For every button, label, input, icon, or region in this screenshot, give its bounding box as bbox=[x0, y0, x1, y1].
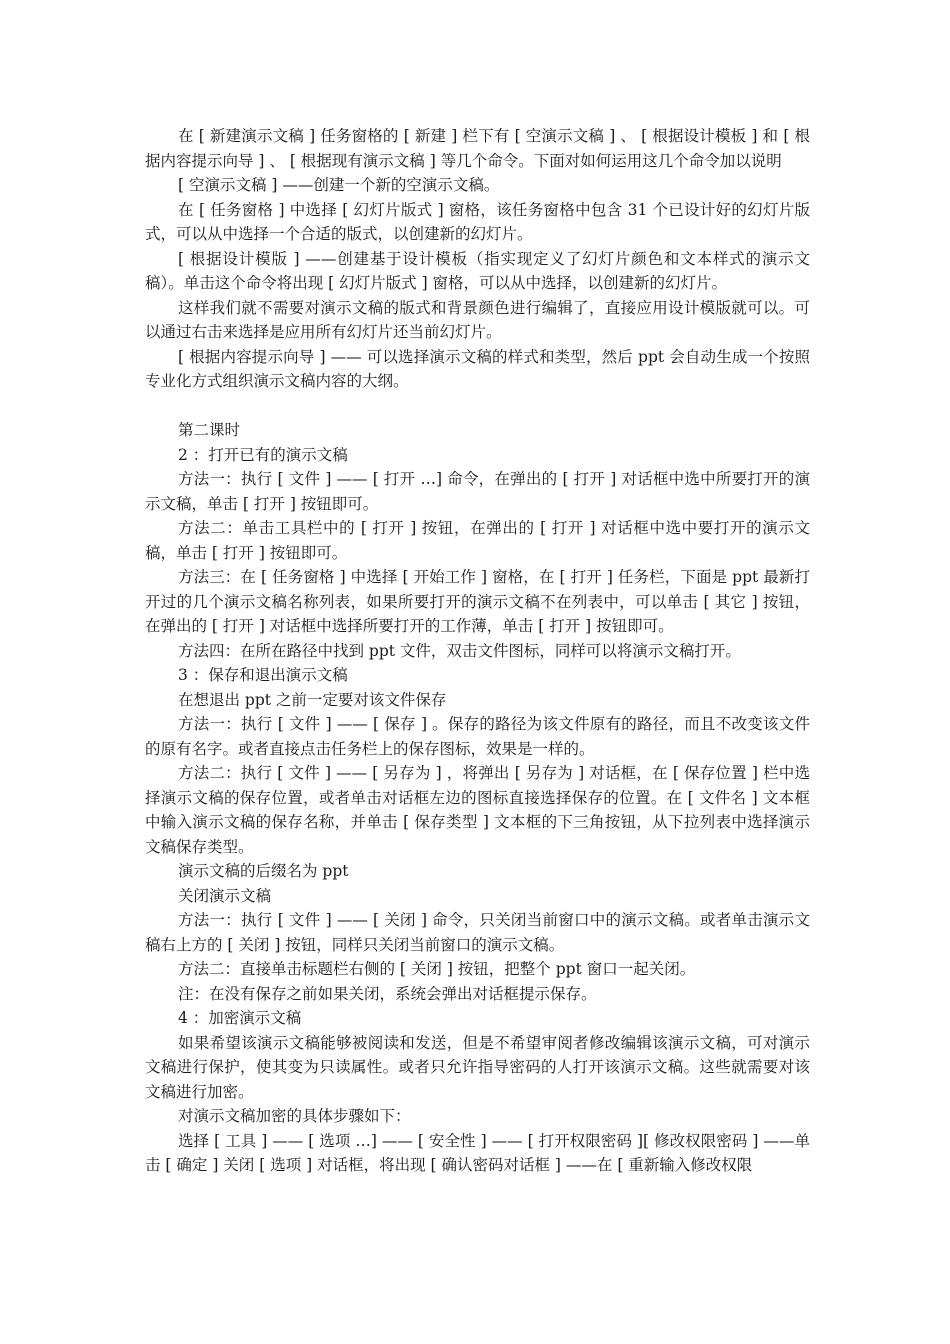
paragraph: 在 [ 任务窗格 ] 中选择 [ 幻灯片版式 ] 窗格，该任务窗格中包含 31 个已设计好的幻灯片版式，可以从中选择一个合适的版式，以创建新的幻灯片。 bbox=[145, 200, 810, 243]
paragraph: 选择 [ 工具 ] —— [ 选项 …] —— [ 安全性 ] —— [ 打开权限密码 ][ 修改权限密码 ] ——单击 [ 确定 ] 关闭 [ 选项 ] 对话框，将出现 [ 确认密码对话框 ] ——在 [ 重新输入修改权限 bbox=[145, 1131, 810, 1174]
paragraph: 方法一：执行 [ 文件 ] —— [ 关闭 ] 命令，只关闭当前窗口中的演示文稿。或者单击演示文稿右上方的 [ 关闭 ] 按钮，同样只关闭当前窗口的演示文稿。 bbox=[145, 911, 810, 954]
paragraph: 关闭演示文稿 bbox=[178, 886, 272, 905]
subsection-heading: 2 ：打开已有的演示文稿 bbox=[178, 445, 348, 464]
paragraph: 方法一：执行 [ 文件 ] —— [ 打开 …] 命令，在弹出的 [ 打开 ] 对话框中选中所要打开的演示文稿，单击 [ 打开 ] 按钮即可。 bbox=[145, 470, 810, 513]
paragraph: 在想退出 ppt 之前一定要对该文件保存 bbox=[178, 690, 447, 709]
paragraph: [ 根据内容提示向导 ] —— 可以选择演示文稿的样式和类型，然后 ppt 会自动生成一个按照专业化方式组织演示文稿内容的大纲。 bbox=[145, 347, 810, 390]
document-body bbox=[145, 124, 810, 1178]
paragraph: 注：在没有保存之前如果关闭，系统会弹出对话框提示保存。 bbox=[178, 984, 597, 1003]
paragraph: 对演示文稿加密的具体步骤如下： bbox=[178, 1107, 411, 1125]
paragraph: 方法一：执行 [ 文件 ] —— [ 保存 ] 。保存的路径为该文件原有的路径，而且不改变该文件的原有名字。或者直接点击任务栏上的保存图标，效果是一样的。 bbox=[145, 715, 810, 758]
paragraph: 方法四：在所在路径中找到 ppt 文件，双击文件图标，同样可以将演示文稿打开。 bbox=[178, 641, 741, 660]
paragraph: 方法三：在 [ 任务窗格 ] 中选择 [ 开始工作 ] 窗格，在 [ 打开 ] 任务栏，下面是 ppt 最新打开过的几个演示文稿名称列表，如果所要打开的演示文稿不在列表中，可以单击 [ 其它 ] 按钮，在弹出的 [ 打开 ] 对话框中选择所要打开的工作薄，单击 [ 打开 ] 按钮即可。 bbox=[145, 568, 810, 635]
paragraph: 方法二：单击工具栏中的 [ 打开 ] 按钮，在弹出的 [ 打开 ] 对话框中选中要打开的演示文稿，单击 [ 打开 ] 按钮即可。 bbox=[145, 519, 810, 562]
paragraph: 演示文稿的后缀名为 ppt bbox=[178, 862, 349, 880]
blank-line bbox=[145, 394, 810, 419]
paragraph: 在 [ 新建演示文稿 ] 任务窗格的 [ 新建 ] 栏下有 [ 空演示文稿 ] 、 [ 根据设计模板 ] 和 [ 根据内容提示向导 ] 、 [ 根据现有演示文稿 ] 等几个命令。下面对如何运用这几个命令加以说明 bbox=[145, 127, 810, 170]
paragraph: 如果希望该演示文稿能够被阅读和发送，但是不希望审阅者修改编辑该演示文稿，可对演示文稿进行保护，使其变为只读属性。或者只允许指导密码的人打开该演示文稿。这些就需要对该文稿进行加密。 bbox=[145, 1033, 810, 1101]
paragraph: 这样我们就不需要对演示文稿的版式和背景颜色进行编辑了，直接应用设计模版就可以。可以通过右击来选择是应用所有幻灯片还当前幻灯片。 bbox=[145, 298, 810, 341]
section-heading: 第二课时 bbox=[178, 421, 241, 439]
paragraph: [ 根据设计模版 ] ——创建基于设计模板（指实现定义了幻灯片颜色和文本样式的演示文稿）。单击这个命令将出现 [ 幻灯片版式 ] 窗格，可以从中选择，以创建新的幻灯片。 bbox=[145, 249, 810, 292]
paragraph: 方法二：执行 [ 文件 ] —— [ 另存为 ] ，将弹出 [ 另存为 ] 对话框，在 [ 保存位置 ] 栏中选择演示文稿的保存位置，或者单击对话框左边的图标直接选择保存的位置。在 [ 文件名 ] 文本框中输入演示文稿的保存名称，并单击 [ 保存类型 ] 文本框的下三角按钮，从下拉列表中选择演示文稿保存类型。 bbox=[145, 764, 810, 856]
paragraph: 方法二：直接单击标题栏右侧的 [ 关闭 ] 按钮，把整个 ppt 窗口一起关闭。 bbox=[178, 960, 696, 978]
subsection-heading: 4 ：加密演示文稿 bbox=[178, 1009, 302, 1027]
subsection-heading: 3 ：保存和退出演示文稿 bbox=[178, 666, 348, 684]
paragraph: [ 空演示文稿 ] ——创建一个新的空演示文稿。 bbox=[178, 176, 500, 194]
